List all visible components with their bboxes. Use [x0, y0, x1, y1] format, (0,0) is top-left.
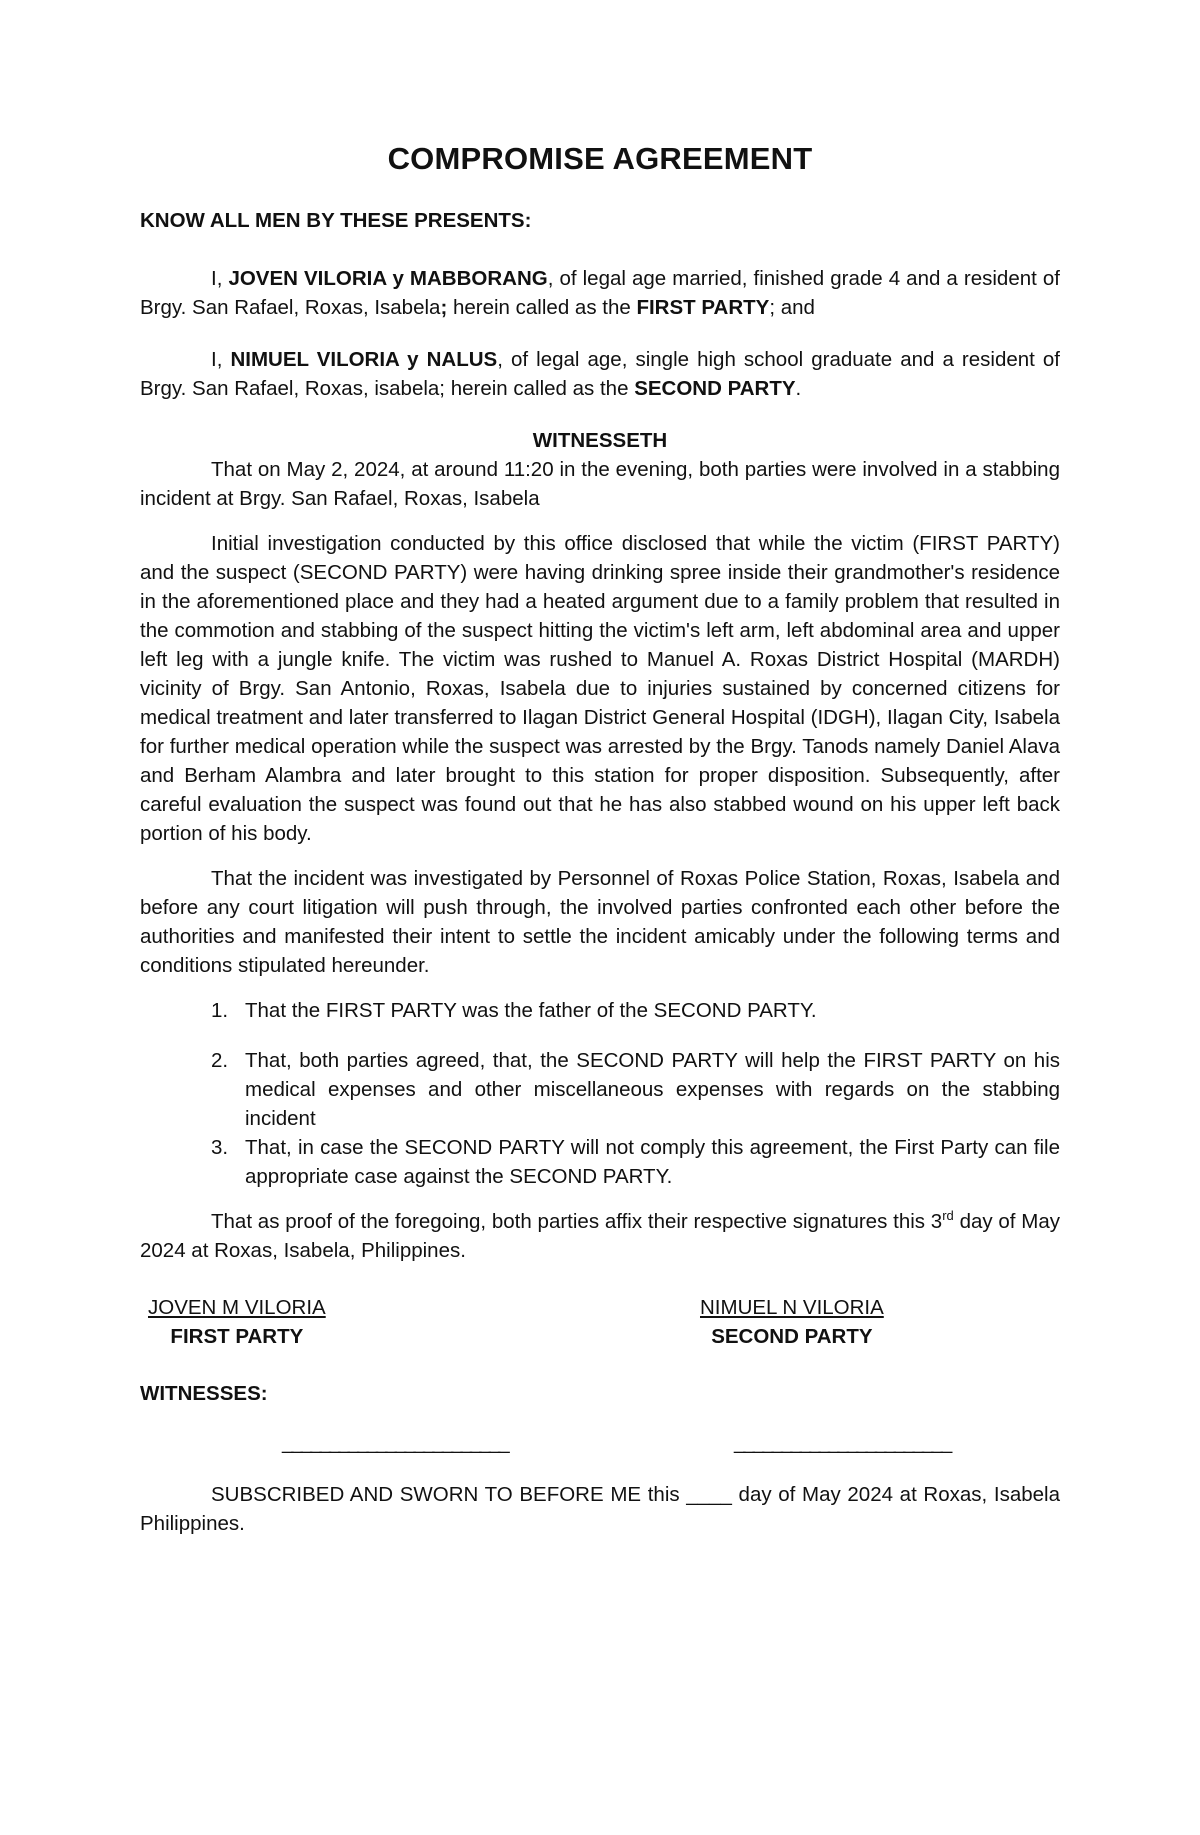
preamble: KNOW ALL MEN BY THESE PRESENTS:	[140, 209, 532, 232]
jurat-paragraph: SUBSCRIBED AND SWORN TO BEFORE ME this ____ day of May 2024 at Roxas, Isabela Philippines.	[140, 1483, 1060, 1535]
first-party-label: FIRST PARTY	[636, 296, 770, 319]
second-party-paragraph: I, NIMUEL VILORIA y NALUS, of legal age, single high school graduate and a resident of Brgy. San Rafael, Roxas, isabela; herein called as the SECOND PARTY.	[140, 348, 1061, 400]
signature-block	[140, 1293, 1060, 1357]
first-party-full-name: JOVEN VILORIA y MABBORANG	[228, 267, 548, 290]
second-party-role: SECOND PARTY	[711, 1325, 873, 1348]
witness-line: _______________________	[734, 1431, 951, 1454]
first-party-signature	[148, 1293, 326, 1351]
first-party-paragraph: I, JOVEN VILORIA y MABBORANG, of legal age married, finished grade 4 and a resident of Brgy. San Rafael, Roxas, Isabela; herein called as the FIRST PARTY; and	[140, 267, 1060, 319]
incident-paragraph: That on May 2, 2024, at around 11:20 in the evening, both parties were involved in a stabbing incident at Brgy. San Rafael, Roxas, Isabela	[140, 458, 1060, 510]
list-item: 2. That, both parties agreed, that, the SECOND PARTY will help the FIRST PARTY on his medical expenses and other miscellaneous expenses with regards on the stabbing incident	[211, 1049, 1060, 1130]
list-item: 1. That the FIRST PARTY was the father of the SECOND PARTY.	[211, 999, 817, 1022]
second-party-signature	[700, 1293, 884, 1351]
proof-paragraph: That as proof of the foregoing, both parties affix their respective signatures this 3rd day of May 2024 at Roxas, Isabela, Philippines.	[140, 1208, 1061, 1262]
witnesses-heading: WITNESSES:	[140, 1382, 268, 1405]
list-item: 3. That, in case the SECOND PARTY will not comply this agreement, the First Party can file appropriate case against the SECOND PARTY.	[211, 1136, 1060, 1188]
second-party-full-name: NIMUEL VILORIA y NALUS	[230, 348, 498, 371]
document-title: COMPROMISE AGREEMENT	[387, 141, 813, 176]
witness-line: ________________________	[282, 1431, 508, 1454]
first-party-name: JOVEN M VILORIA	[148, 1296, 326, 1319]
witness-signature-lines	[140, 1428, 1060, 1468]
second-party-name: NIMUEL N VILORIA	[700, 1296, 884, 1319]
terms-list	[140, 996, 1060, 1191]
investigation-paragraph: Initial investigation conducted by this office disclosed that while the victim (FIRST PARTY) and the suspect (SECOND PARTY) were having drinking spree inside their grandmother's residence in the aforementioned place and they had a heated argument due to a family problem that resulted in the commotion and stabbing of the suspect hitting the victim's left arm, left abdominal area and upper left leg with a jungle knife. The victim was rushed to Manuel A. Roxas District Hospital (MARDH) vicinity of Brgy. San Antonio, Roxas, Isabela due to injuries sustained by concerned citizens for medical treatment and later transferred to Ilagan District General Hospital (IDGH), Ilagan City, Isabela for further medical operation while the suspect was arrested by the Brgy. Tanods namely Daniel Alava and Berham Alambra and later brought to this station for proper disposition. Subsequently, after careful evaluation the suspect was found out that he has also stabbed wound on his upper left back portion of his body.	[140, 532, 1060, 845]
witnesseth-heading: WITNESSETH	[532, 429, 668, 452]
second-party-label: SECOND PARTY	[634, 377, 796, 400]
settlement-paragraph: That the incident was investigated by Personnel of Roxas Police Station, Roxas, Isabela and before any court litigation will push through, the involved parties confronted each other before the authorities and manifested their intent to settle the incident amicably under the following terms and conditions stipulated hereunder.	[140, 867, 1060, 977]
first-party-role: FIRST PARTY	[170, 1325, 304, 1348]
